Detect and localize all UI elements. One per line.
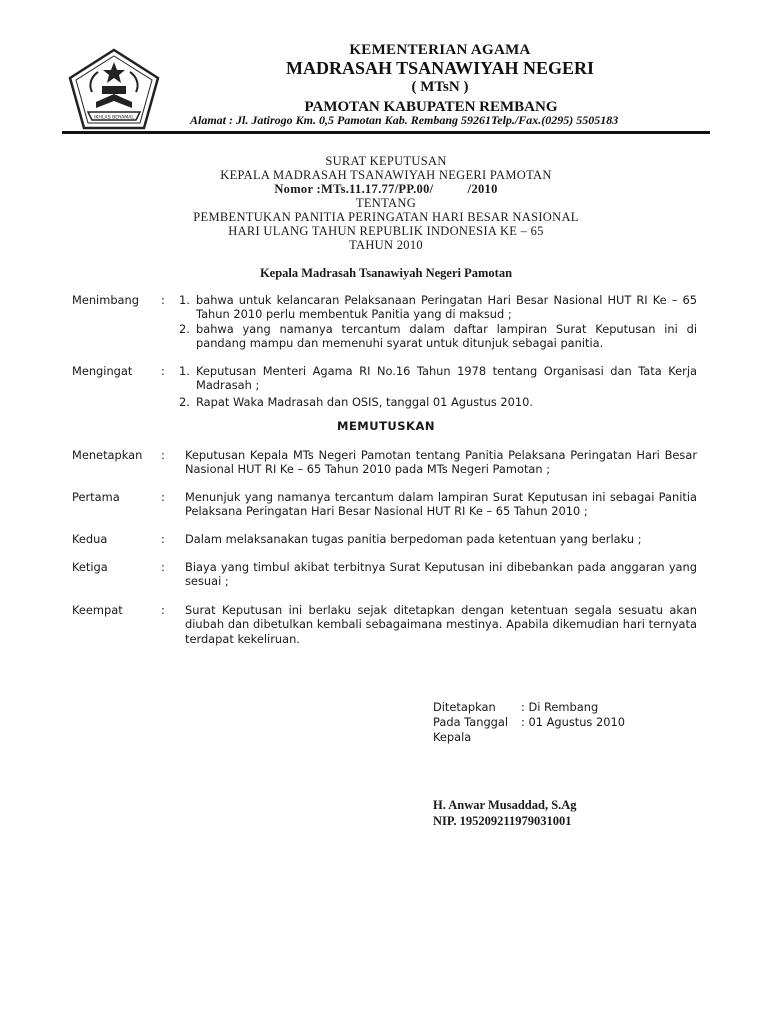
- decree-number: Nomor :MTs.11.17.77/PP.00/ /2010: [274, 182, 498, 196]
- list-item: [179, 395, 697, 409]
- decree-heading: SURAT KEPUTUSAN: [325, 154, 447, 168]
- decision-text: Dalam melaksanakan tugas panitia berpedoman pada ketentuan yang berlaku ;: [185, 532, 642, 546]
- decree-subject-line2: HARI ULANG TAHUN REPUBLIK INDONESIA KE – 65: [228, 224, 544, 238]
- signatory-name: H. Anwar Musaddad, S.Ag: [433, 798, 577, 812]
- decision-colon: :: [161, 490, 165, 504]
- menimbang-list: [179, 293, 697, 351]
- decision-colon: :: [161, 532, 165, 546]
- mengingat-list: [179, 364, 697, 409]
- list-number: 1.: [179, 293, 190, 307]
- decree-title-block: [62, 154, 710, 252]
- list-item: [179, 293, 697, 322]
- letterhead-divider: [62, 131, 710, 134]
- list-item: [179, 364, 697, 393]
- ditetapkan-value: : Di Rembang: [521, 700, 599, 714]
- logo-ribbon-text: IKHLAS BERAMAL: [94, 115, 134, 121]
- school-location: PAMOTAN KABUPATEN REMBANG: [304, 99, 558, 115]
- decision-text: Menunjuk yang namanya tercantum dalam lampiran Surat Keputusan ini sebagai Panitia Pelaksana Peringatan Hari Besar Nasional HUT RI Ke – 65 Tahun 2010 ;: [185, 490, 697, 519]
- school-address: Alamat : Jl. Jatirogo Km. 0,5 Pamotan Kab. Rembang 59261Telp./Fax.(0295) 5505183: [190, 113, 619, 127]
- signature-block: [433, 700, 693, 745]
- decision-colon: :: [161, 603, 165, 617]
- school-abbreviation: ( MTsN ): [411, 79, 469, 95]
- decision-colon: :: [161, 560, 165, 574]
- menimbang-label: Menimbang: [72, 293, 139, 307]
- list-item: [179, 322, 697, 351]
- decision-colon: :: [161, 448, 165, 462]
- memutuskan-heading: MEMUTUSKAN: [337, 419, 435, 433]
- decree-subject-line1: PEMBENTUKAN PANITIA PERINGATAN HARI BESAR NASIONAL: [193, 210, 579, 224]
- school-name: MADRASAH TSANAWIYAH NEGERI: [285, 58, 595, 78]
- list-number: 1.: [179, 364, 190, 378]
- decree-tentang: TENTANG: [355, 196, 417, 210]
- tanggal-value: : 01 Agustus 2010: [521, 715, 625, 729]
- list-number: 2.: [179, 394, 190, 409]
- tanggal-label: Pada Tanggal: [433, 715, 509, 729]
- signatory-nip: NIP. 195209211979031001: [433, 814, 572, 828]
- letterhead: [160, 42, 720, 127]
- ditetapkan-label: Ditetapkan: [433, 700, 496, 714]
- menimbang-colon: :: [161, 293, 165, 307]
- decision-text: Biaya yang timbul akibat terbitnya Surat Keputusan ini dibebankan pada anggaran yang sesuai ;: [185, 560, 697, 589]
- mengingat-colon: :: [161, 364, 165, 378]
- decision-label: Pertama: [72, 490, 120, 504]
- ministry-emblem-logo: [68, 48, 160, 132]
- decision-label: Ketiga: [72, 560, 108, 574]
- signatory-position: Kepala: [433, 730, 472, 744]
- mengingat-label: Mengingat: [72, 364, 133, 378]
- list-text: bahwa yang namanya tercantum dalam daftar lampiran Surat Keputusan ini di pandang mampu dan memenuhi syarat untuk ditunjuk sebagai panitia.: [196, 321, 697, 351]
- decree-year: TAHUN 2010: [349, 238, 423, 252]
- issuing-official: Kepala Madrasah Tsanawiyah Negeri Pamotan: [259, 266, 513, 280]
- decision-label: Menetapkan: [72, 448, 143, 462]
- ministry-name: KEMENTERIAN AGAMA: [349, 42, 531, 58]
- decision-text: Keputusan Kepala MTs Negeri Pamotan tentang Panitia Pelaksana Peringatan Hari Besar Nasional HUT RI Ke – 65 Tahun 2010 pada MTs Negeri Pamotan ;: [185, 448, 697, 477]
- list-text: Rapat Waka Madrasah dan OSIS, tanggal 01 Agustus 2010.: [196, 394, 534, 409]
- decree-issuer: KEPALA MADRASAH TSANAWIYAH NEGERI PAMOTAN: [220, 168, 552, 182]
- list-text: Keputusan Menteri Agama RI No.16 Tahun 1978 tentang Organisasi dan Tata Kerja Madrasah ;: [196, 364, 697, 393]
- decision-label: Keempat: [72, 603, 123, 617]
- decision-text: Surat Keputusan ini berlaku sejak ditetapkan dengan ketentuan segala sesuatu akan diubah dan dibetulkan kembali sebagaimana mestinya. Apabila dikemudian hari ternyata terdapat kekeliruan.: [185, 603, 697, 646]
- signatory: [433, 797, 577, 829]
- decision-label: Kedua: [72, 532, 108, 546]
- list-number: 2.: [179, 321, 190, 336]
- list-text: bahwa untuk kelancaran Pelaksanaan Peringatan Hari Besar Nasional HUT RI Ke – 65 Tahun 2010 perlu membentuk Panitia yang di maksud ;: [196, 293, 697, 322]
